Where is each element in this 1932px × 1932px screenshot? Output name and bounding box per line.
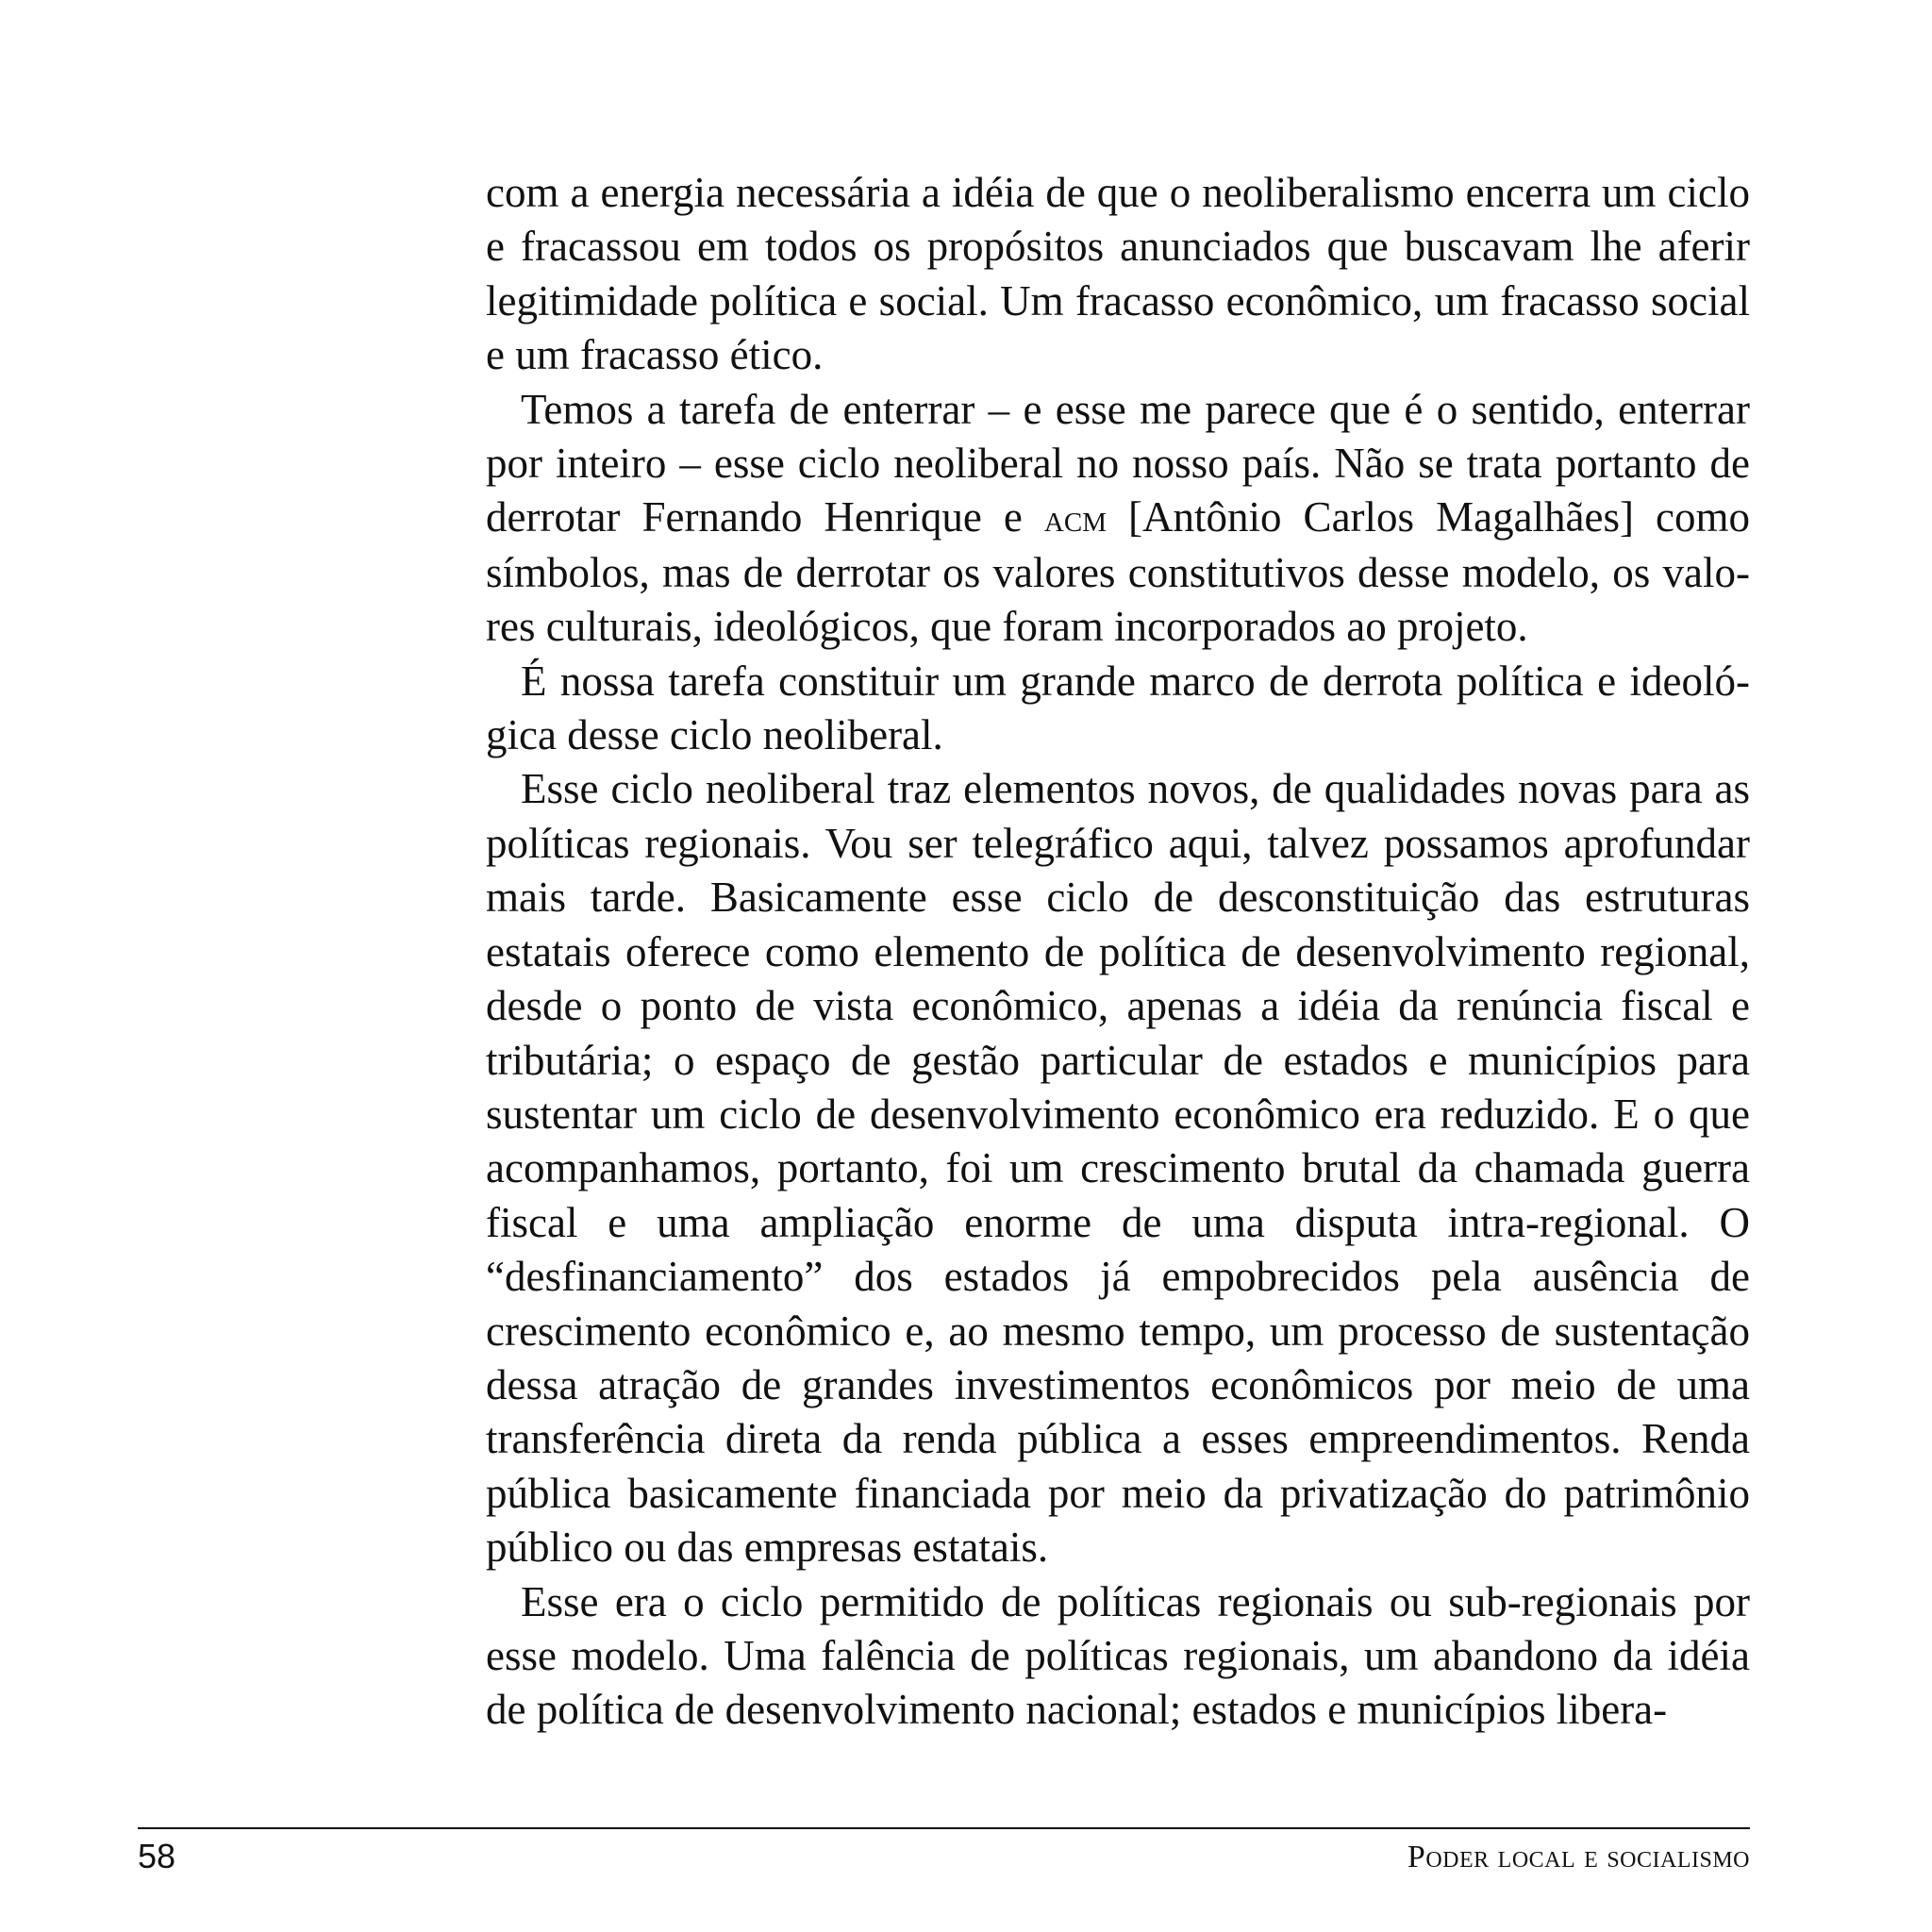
body-text	[486, 166, 1750, 1738]
paragraph-2-text-before: Temos a tarefa de enterrar – e esse me parece que é o sentido, enterrar por inteiro – esse ciclo neoliberal no nosso país. Não se trata portanto de derrotar Fernando Henrique e	[486, 385, 1750, 541]
paragraph-4: Esse ciclo neoliberal traz elementos novos, de qualidades novas para as políticas regionais. Vou ser telegráfico aqui, talvez possamos aprofundar mais tarde. Basicamente esse ciclo de desconstituição das estruturas estatais oferece como elemento de política de desenvolvimento regional, desde o ponto de vista econômico, apenas a idéia da renúncia fiscal e tributária; o espaço de gestão particular de estados e municípios para sustentar um ciclo de desenvolvimento econômico era reduzido. E o que acompanhamos, portanto, foi um crescimento brutal da chamada guerra fiscal e uma ampliação enorme de uma disputa intra-regional. O “desfinanciamento” dos estados já empobrecidos pela ausência de crescimento econômico e, ao mesmo tempo, um processo de sustentação dessa atração de grandes investimentos econômicos por meio de uma transferência direta da renda pública a esses empreendimentos. Renda pública basicamente financiada por meio da privatização do patrimônio público ou das empresas estatais.	[486, 765, 1750, 1572]
running-title: Poder local e socialismo	[1407, 1840, 1750, 1874]
paragraph-2	[486, 383, 1750, 655]
paragraph-2-text-after: [Antônio Carlos Magalhães] como símbolos, mas de derrotar os valores constitutivos desse modelo, os valores culturais, ideológicos, que foram incorporados ao projeto.	[486, 493, 1750, 651]
paragraph-3: É nossa tarefa constituir um grande marco de derrota política e ideológica desse ciclo neoliberal.	[486, 657, 1750, 759]
paragraph-1: com a energia necessária a idéia de que o neoliberalismo encerra um ciclo e fracassou em todos os propósitos anunciados que buscavam lhe aferir legitimidade política e social. Um fracasso econômico, um fracasso social e um fracasso ético.	[486, 169, 1750, 379]
acm-abbreviation: acm	[1043, 496, 1107, 541]
page-number: 58	[138, 1837, 176, 1875]
footer-divider	[138, 1827, 1750, 1829]
paragraph-5: Esse era o ciclo permitido de políticas regionais ou sub-regionais por esse modelo. Uma falência de políticas regionais, um abandono da idéia de política de desenvolvimento nacional; estados e municípios libera-	[486, 1577, 1750, 1734]
